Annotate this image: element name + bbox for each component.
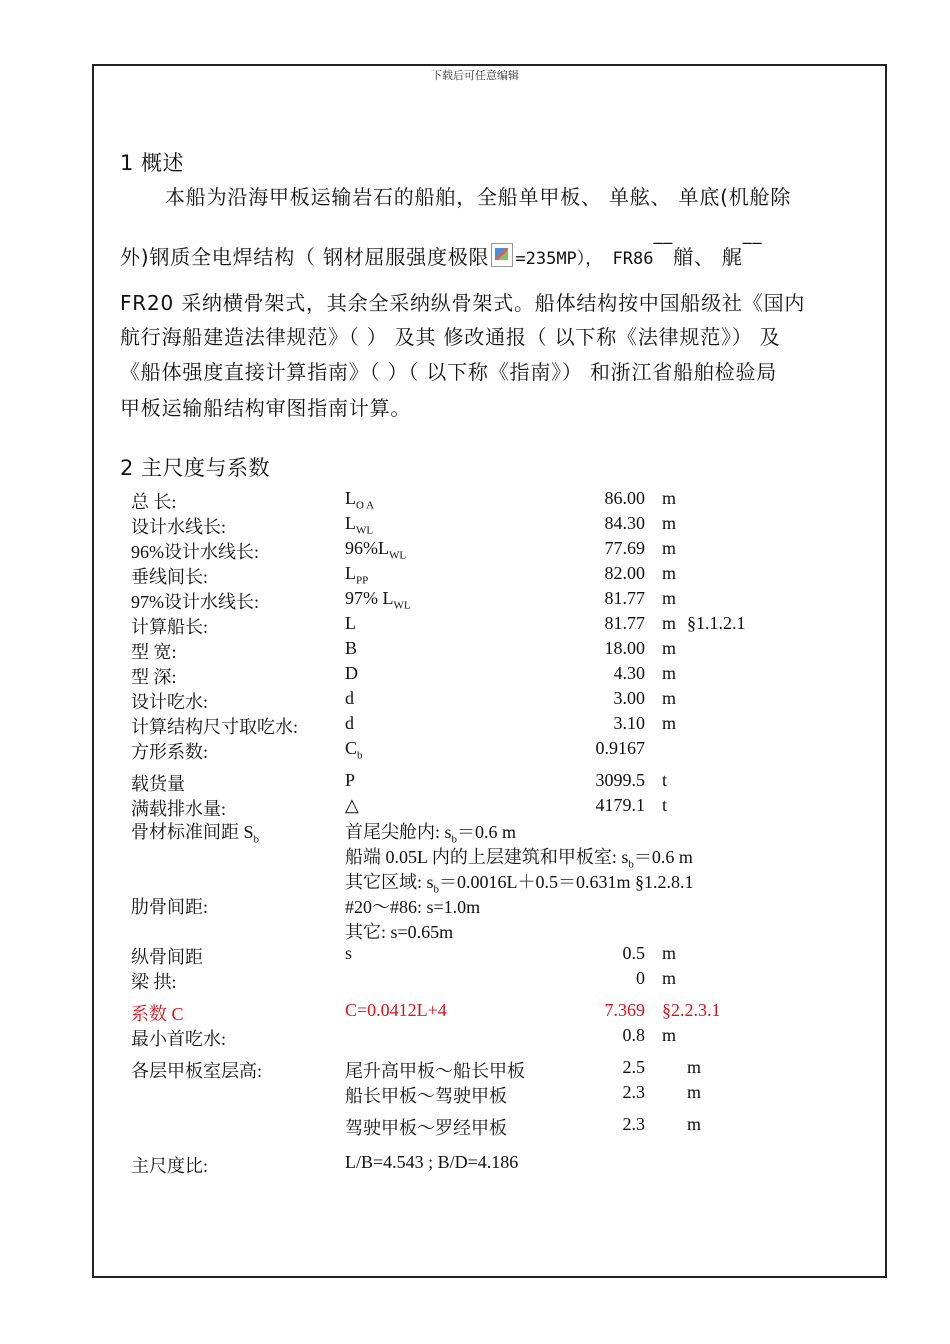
- camber-label: 梁 拱:: [131, 972, 177, 992]
- dimension-label: 满载排水量:: [131, 799, 227, 819]
- dimension-label: 97%设计水线长:: [131, 592, 259, 612]
- dimension-value: 84.30: [604, 513, 645, 533]
- dimension-label: 计算船长:: [131, 617, 209, 637]
- dash-glyph: ‾‾: [653, 240, 674, 261]
- dimension-label: 设计水线长:: [131, 517, 227, 537]
- dimension-label: 型 深:: [131, 667, 177, 687]
- overview-line-2-value: =235MP）， FR86: [515, 249, 654, 269]
- dimension-symbol: B: [345, 638, 358, 658]
- dimension-symbol: P: [345, 770, 356, 790]
- dimension-symbol: d: [345, 713, 354, 733]
- dimension-value: 81.77: [604, 613, 645, 633]
- overview-line-3: FR20 采纳横骨架式，其余全采纳纵骨架式。船体结构按中国船级社《国内: [120, 291, 806, 315]
- longitudinal-unit: m: [662, 943, 677, 963]
- dimension-symbol: $C_b$: [345, 738, 363, 762]
- dimension-unit: t: [662, 795, 668, 815]
- dimension-value: 18.00: [604, 638, 645, 658]
- dimension-unit: m: [662, 563, 677, 583]
- dimension-value: 77.69: [604, 538, 645, 558]
- deck-height-value: 2.5: [622, 1057, 645, 1077]
- ratio-value: L/B=4.543 ; B/D=4.186: [345, 1152, 519, 1172]
- dimension-label: 垂线间长:: [131, 567, 209, 587]
- dimension-ref: §1.1.2.1: [687, 613, 746, 633]
- deck-height-unit: m: [687, 1114, 702, 1134]
- frame-spacing-line-1: #20～#86: s=1.0m: [345, 897, 481, 917]
- longitudinal-symbol: s: [345, 943, 353, 963]
- dimension-unit: m: [662, 613, 677, 633]
- dimension-value: 86.00: [604, 488, 645, 508]
- dimension-value: 4179.1: [595, 795, 645, 815]
- overview-line-6: 甲板运输船结构审图指南计算。: [120, 396, 412, 420]
- dimension-unit: m: [662, 713, 677, 733]
- spacing-label: 骨材标准间距 $S_b$: [131, 822, 260, 846]
- overview-line-2-tail: 艏、 艉: [673, 245, 743, 269]
- deck-height-name: 驾驶甲板～罗经甲板: [345, 1118, 507, 1138]
- deck-height-value: 2.3: [622, 1114, 645, 1134]
- overview-line-2: [120, 240, 875, 270]
- dimension-value: 3.00: [613, 688, 645, 708]
- min-draft-value: 0.8: [622, 1025, 645, 1045]
- longitudinal-label: 纵骨间距: [131, 947, 203, 967]
- camber-value: 0: [636, 968, 645, 988]
- dimension-value: 3.10: [613, 713, 645, 733]
- frame-spacing-label: 肋骨间距:: [131, 897, 209, 917]
- deck-height-name: 尾升高甲板～船长甲板: [345, 1061, 525, 1081]
- spacing-line-3: 其它区域: $s_b=0.0016L+0.5=0.631m$ §1.2.8.1: [345, 872, 694, 896]
- dimension-symbol: d: [345, 688, 354, 708]
- dimension-unit: m: [662, 488, 677, 508]
- ratio-label: 主尺度比:: [131, 1156, 209, 1176]
- min-draft-label: 最小首吃水:: [131, 1029, 227, 1049]
- dimension-value: 82.00: [604, 563, 645, 583]
- dimension-symbol: $96\%L_{WL}$: [345, 538, 407, 562]
- dimension-unit: m: [662, 688, 677, 708]
- coef-c-formula: C=0.0412L+4: [345, 1000, 447, 1020]
- dimension-symbol: $L_{O A}$: [345, 488, 375, 512]
- overview-line-4: 航行海船建造法律规范》（ ） 及其 修改通报（ 以下称《法律规范》） 及: [120, 325, 781, 349]
- dimension-unit: m: [662, 538, 677, 558]
- deck-height-value: 2.3: [622, 1082, 645, 1102]
- coef-c-value: 7.369: [604, 1000, 645, 1020]
- section-2-title: 2 主尺度与系数: [120, 456, 271, 480]
- coef-c-ref: §2.2.3.1: [662, 1000, 721, 1020]
- min-draft-unit: m: [662, 1025, 677, 1045]
- spacing-line-2: 船端 0.05L 内的上层建筑和甲板室: $s_b=0.6$ m: [345, 847, 693, 871]
- deck-height-unit: m: [687, 1082, 702, 1102]
- deck-heights-label: 各层甲板室层高:: [131, 1061, 263, 1081]
- frame-spacing-line-2: 其它: s=0.65m: [345, 922, 454, 942]
- dimension-unit: m: [662, 588, 677, 608]
- dash-glyph-2: ‾‾: [742, 240, 763, 261]
- dimension-symbol: △: [345, 795, 359, 815]
- sigma-image-icon: [491, 243, 513, 267]
- dimension-unit: m: [662, 663, 677, 683]
- dimension-label: 设计吃水:: [131, 692, 209, 712]
- dimension-label: 载货量: [131, 774, 185, 794]
- dimension-label: 计算结构尺寸取吃水:: [131, 717, 299, 737]
- dimension-symbol: $L_{PP}$: [345, 563, 369, 587]
- dimension-symbol: D: [345, 663, 358, 683]
- dimension-label: 96%设计水线长:: [131, 542, 259, 562]
- dimension-label: 方形系数:: [131, 742, 209, 762]
- overview-line-1: 本船为沿海甲板运输岩石的船舶，全船单甲板、 单舷、 单底(机舱除: [165, 185, 792, 209]
- dimension-label: 型 宽:: [131, 642, 177, 662]
- deck-height-name: 船长甲板～驾驶甲板: [345, 1086, 507, 1106]
- overview-line-5: 《船体强度直接计算指南》（ ）（ 以下称《指南》） 和浙江省船舶检验局: [120, 360, 778, 384]
- longitudinal-value: 0.5: [622, 943, 645, 963]
- dimension-unit: m: [662, 513, 677, 533]
- dimension-value: 4.30: [613, 663, 645, 683]
- dimension-unit: m: [662, 638, 677, 658]
- dimension-symbol: L: [345, 613, 356, 633]
- dimension-value: 81.77: [604, 588, 645, 608]
- dimension-unit: t: [662, 770, 668, 790]
- camber-unit: m: [662, 968, 677, 988]
- dimension-value: 3099.5: [595, 770, 645, 790]
- header-note: 下载后可任意编辑: [431, 69, 519, 82]
- coef-c-label: 系数 C: [131, 1004, 184, 1024]
- dimension-label: 总 长:: [131, 492, 177, 512]
- spacing-line-1: 首尾尖舱内: $s_b=0.6$ m: [345, 822, 517, 846]
- dimension-symbol: $L_{WL}$: [345, 513, 374, 537]
- dimension-symbol: 97% $L_{WL}$: [345, 588, 411, 612]
- dimension-value: 0.9167: [595, 738, 645, 758]
- section-1-title: 1 概述: [120, 151, 185, 175]
- overview-line-2-text: 外)钢质全电焊结构（ 钢材屈服强度极限: [120, 245, 490, 269]
- deck-height-unit: m: [687, 1057, 702, 1077]
